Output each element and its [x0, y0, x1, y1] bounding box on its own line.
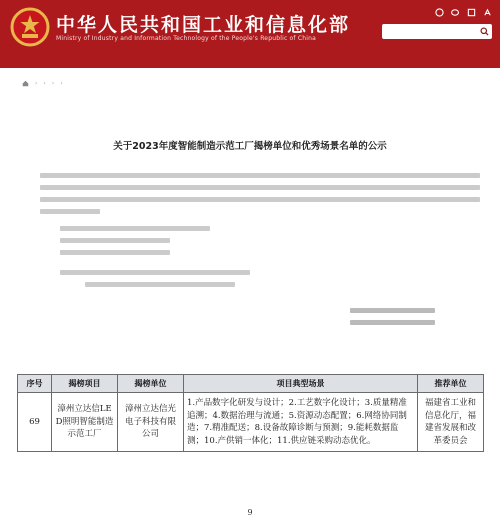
- typical-scenarios: 1.产品数字化研发与设计；2.工艺数字化设计；3.质量精准追溯；4.数据治理与流通；5.资源动态配置；6.网络协同制造；7.精准配送；8.设备故障诊断与预测；9.能耗数据监测；10.产供销一体化；11.供应链采购动态优化。: [184, 393, 418, 452]
- body-line: [60, 226, 210, 231]
- home-icon[interactable]: [22, 80, 29, 87]
- project-name: 漳州立达信LED照明智能制造示范工厂: [52, 393, 118, 452]
- column-header: 揭榜单位: [118, 375, 184, 393]
- column-header: 推荐单位: [418, 375, 484, 393]
- utility-links: [435, 8, 492, 17]
- breadcrumb-separator: ›: [35, 80, 38, 87]
- body-line: [350, 308, 435, 313]
- breadcrumb-separator: ›: [60, 80, 63, 87]
- column-header: 项目典型场景: [184, 375, 418, 393]
- search-box: [382, 24, 492, 39]
- row-number: 69: [18, 393, 52, 452]
- body-line: [60, 250, 170, 255]
- column-header: 揭榜项目: [52, 375, 118, 393]
- site-title[interactable]: 中华人民共和国工业和信息化部: [56, 14, 351, 36]
- column-header: 序号: [18, 375, 52, 393]
- body-line: [40, 173, 480, 178]
- body-line: [40, 209, 100, 214]
- language-icon[interactable]: [483, 8, 492, 17]
- site-header: [0, 0, 500, 68]
- breadcrumb-separator: ›: [51, 80, 55, 87]
- table-header-row: [18, 375, 484, 393]
- table-row: [18, 393, 484, 452]
- accessibility-icon[interactable]: [467, 8, 476, 17]
- body-line: [60, 238, 170, 243]
- search-input[interactable]: [382, 30, 472, 45]
- body-line: [40, 197, 480, 202]
- site-subtitle: Ministry of Industry and Information Technology of the People's Republic of China: [56, 35, 316, 42]
- weibo-icon[interactable]: [435, 8, 444, 17]
- breadcrumb-separator: ›: [43, 80, 46, 87]
- article-title: 关于2023年度智能制造示范工厂揭榜单位和优秀场景名单的公示: [113, 141, 387, 152]
- search-icon[interactable]: [480, 27, 489, 36]
- recommending-unit: 福建省工业和信息化厅，福建省发展和改革委员会: [418, 393, 484, 452]
- wechat-icon[interactable]: [451, 8, 460, 17]
- results-table: [17, 374, 484, 452]
- body-line: [40, 185, 480, 190]
- page-number: 9: [247, 508, 253, 517]
- unit-name: 漳州立达信光电子科技有限公司: [118, 393, 184, 452]
- national-emblem-icon: [10, 7, 50, 47]
- body-line: [60, 270, 250, 275]
- body-line: [85, 282, 235, 287]
- breadcrumb: [22, 80, 66, 87]
- body-line: [350, 320, 435, 325]
- main-nav: [0, 48, 500, 68]
